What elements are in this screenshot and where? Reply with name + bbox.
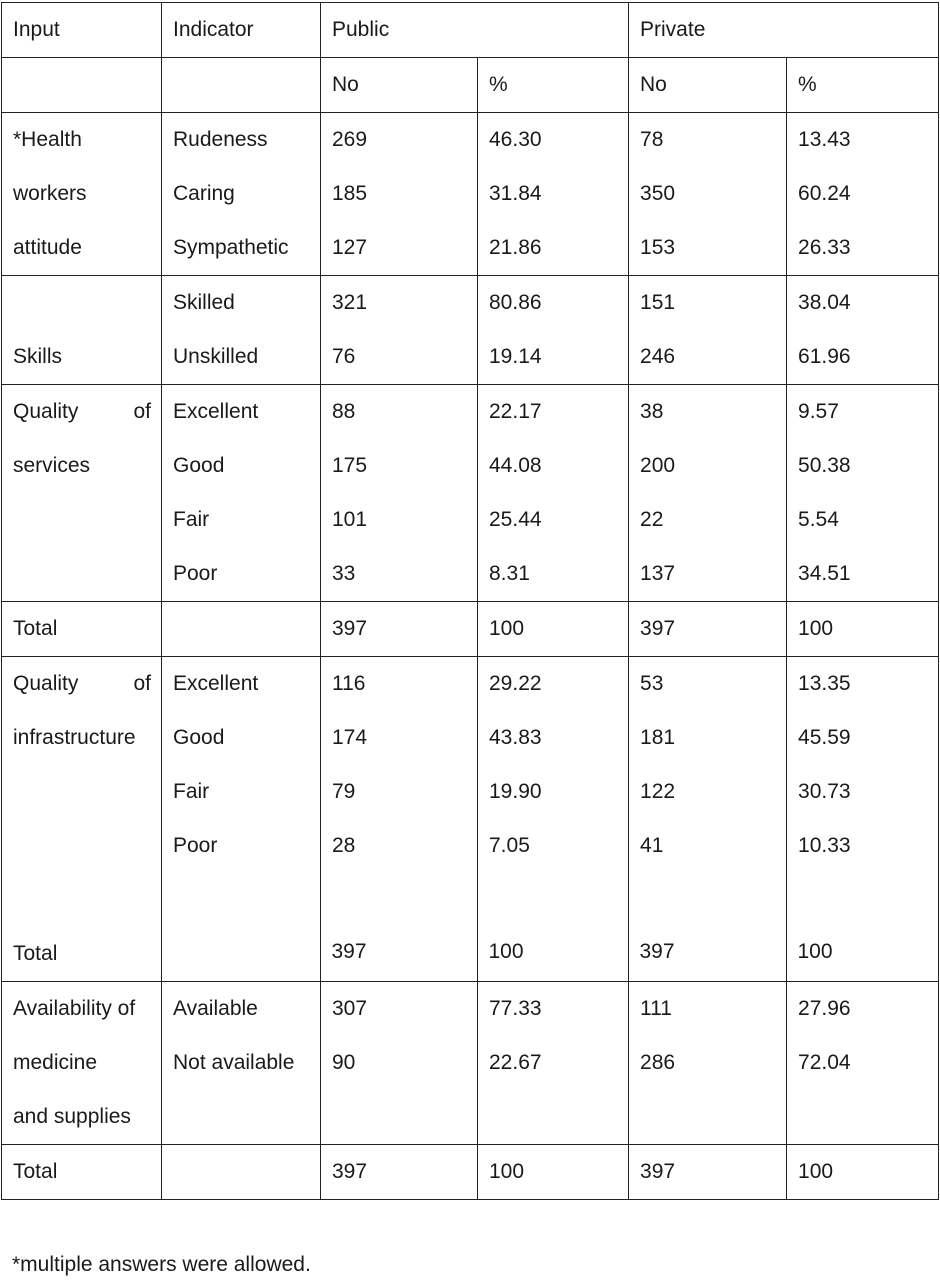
private-no-cell: 111 286 (629, 982, 787, 1145)
input-cell: Skills (2, 276, 162, 385)
indicator-cell: Skilled Unskilled (162, 276, 321, 385)
private-pct-cell: 13.35 45.59 30.73 10.33 (787, 657, 939, 982)
header-row (2, 3, 939, 58)
private-pct-cell: 27.96 72.04 (787, 982, 939, 1145)
medicine-total-row: Total 397 100 397 100 (2, 1145, 939, 1200)
services-total-row: Total 397 100 397 100 (2, 602, 939, 657)
header-private: Private (629, 3, 939, 58)
section-skills (2, 276, 939, 385)
private-pct-cell: 9.57 50.38 5.54 34.51 (787, 385, 939, 602)
input-cell: Quality of services (2, 385, 162, 602)
footnote: *multiple answers were allowed. (12, 1253, 311, 1276)
total-label: Total (2, 1145, 162, 1200)
public-no-cell: 321 76 (321, 276, 478, 385)
public-no-cell: 88 175 101 33 (321, 385, 478, 602)
section-medicine (2, 982, 939, 1145)
subheader-row (2, 58, 939, 113)
private-no-cell: 78 350 153 (629, 113, 787, 276)
public-pct-cell: 22.17 44.08 25.44 8.31 (478, 385, 629, 602)
header-public-pct: % (478, 58, 629, 113)
header-private-no: No (629, 58, 787, 113)
section-attitude (2, 113, 939, 276)
public-no-cell: 116 174 79 28 (321, 657, 478, 982)
indicator-cell: Available Not available (162, 982, 321, 1145)
public-pct-cell: 77.33 22.67 (478, 982, 629, 1145)
header-public: Public (321, 3, 629, 58)
private-no-cell: 38 200 22 137 (629, 385, 787, 602)
input-cell: *Health workers attitude (2, 113, 162, 276)
private-no-cell: 53 181 122 41 (629, 657, 787, 982)
header-private-pct: % (787, 58, 939, 113)
public-no-cell: 307 90 (321, 982, 478, 1145)
header-input: Input (2, 3, 162, 58)
public-no-cell: 269 185 127 (321, 113, 478, 276)
input-cell: Quality of infrastructure Total (2, 657, 162, 982)
section-services (2, 385, 939, 602)
public-pct-cell: 80.86 19.14 (478, 276, 629, 385)
private-pct-cell: 13.43 60.24 26.33 (787, 113, 939, 276)
indicator-cell: Excellent Good Fair Poor (162, 385, 321, 602)
private-no-cell: 151 246 (629, 276, 787, 385)
private-pct-cell: 38.04 61.96 (787, 276, 939, 385)
header-public-no: No (321, 58, 478, 113)
public-pct-cell: 29.22 43.83 19.90 7.05 (478, 657, 629, 982)
input-cell: Availability of medicine and supplies (2, 982, 162, 1145)
total-label: Total (2, 602, 162, 657)
public-pct-cell: 46.30 31.84 21.86 (478, 113, 629, 276)
indicator-cell: Rudeness Caring Sympathetic (162, 113, 321, 276)
header-indicator: Indicator (162, 3, 321, 58)
results-table (1, 2, 939, 1200)
indicator-cell: Excellent Good Fair Poor (162, 657, 321, 982)
infrastructure-total-values: 397 100 397 100 (1, 925, 938, 979)
infrastructure-total-table (1, 925, 939, 979)
